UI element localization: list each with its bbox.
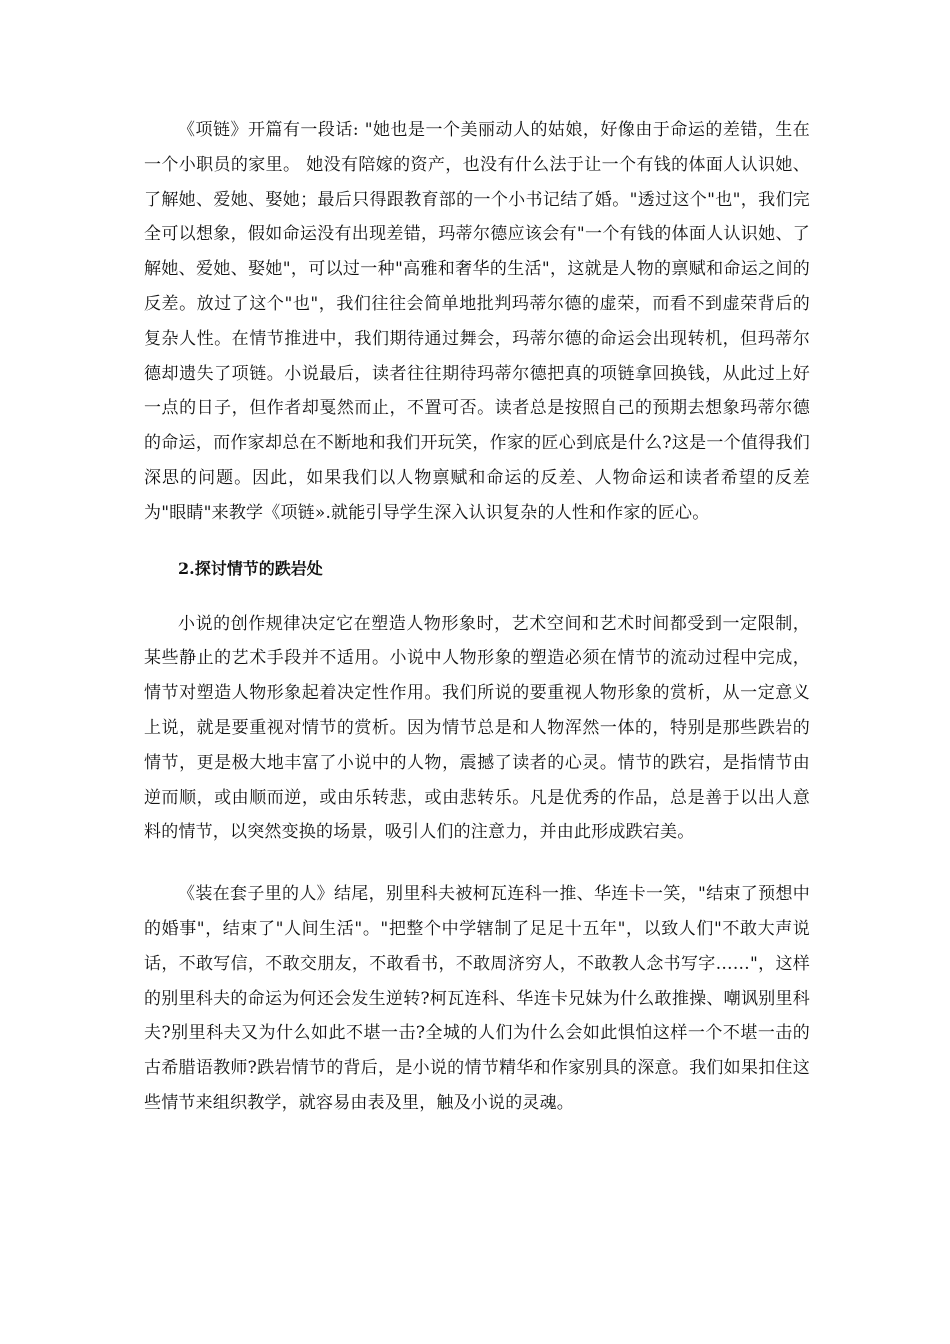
paragraph-plot-twists: 小说的创作规律决定它在塑造人物形象时，艺术空间和艺术时间都受到一定限制，某些静止的艺术手段并不适用。小说中人物形象的塑造必须在情节的流动过程中完成，情节对塑造人物形象起着决定性作用。我们所说的要重视人物形象的赏析，从一定意义上说，就是要重视对情节的赏析。因为情节总是和人物浑然一体的，特别是那些跌岩的情节，更是极大地丰富了小说中的人物，震撼了读者的心灵。情节的跌宕，是指情节由逆而顺，或由顺而逆，或由乐转悲，或由悲转乐。凡是优秀的作品，总是善于以出人意料的情节，以突然变换的场景，吸引人们的注意力，并由此形成跌宕美。 (144, 613, 810, 843)
paragraph-man-in-case: 《装在套子里的人》结尾，别里科夫被柯瓦连科一推、华连卡一笑，"结束了预想中的婚事"，结束了"人间生活"。"把整个中学辖制了足足十五年"，以致人们"不敢大声说话，不敢写信，不敢交朋友，不敢看书，不敢周济穷人，不敢教人念书写字……"，这样的别里科夫的命运为何还会发生逆转?柯瓦连科、华连卡兄妹为什么敢推操、嘲讽别里科夫?别里科夫又为什么如此不堪一击?全城的人们为什么会如此惧怕这样一个不堪一击的古希腊语教师?跌岩情节的背后，是小说的情节精华和作家别具的深意。我们如果扣住这些情节来组织教学，就容易由表及里，触及小说的灵魂。 (144, 884, 810, 1113)
paragraph-necklace-analysis: 《项链》开篇有一段话: "她也是一个美丽动人的姑娘，好像由于命运的差错，生在一个小职员的家里。 她没有陪嫁的资产，也没有什么法于让一个有钱的体面人认识她、了解她、爱她、娶她；最后只得跟教育部的一个小书记结了婚。"透过这个"也"，我们完全可以想象，假如命运没有出现差错，玛蒂尔德应该会有"一个有钱的体面人认识她、了解她、爱她、娶她"，可以过一种"高雅和奢华的生活"，这就是人物的禀赋和命运之间的反差。放过了这个"也"，我们往往会简单地批判玛蒂尔德的虚荣，而看不到虚荣背后的复杂人性。在情节推进中，我们期待通过舞会，玛蒂尔德的命运会出现转机，但玛蒂尔德却遗失了项链。小说最后，读者往往期待玛蒂尔德把真的项链拿回换钱，从此过上好一点的日子，但作者却戛然而止，不置可否。读者总是按照自己的预期去想象玛蒂尔德的命运，而作家却总在不断地和我们开玩笑，作家的匠心到底是什么?这是一个值得我们深思的问题。因此，如果我们以人物禀赋和命运的反差、人物命运和读者希望的反差为"眼睛"来教学《项链».就能引导学生深入认识复杂的人性和作家的匠心。 (144, 120, 810, 523)
document-page (144, 113, 810, 1121)
section-heading: 2.探讨情节的跌岩处 (178, 558, 323, 578)
